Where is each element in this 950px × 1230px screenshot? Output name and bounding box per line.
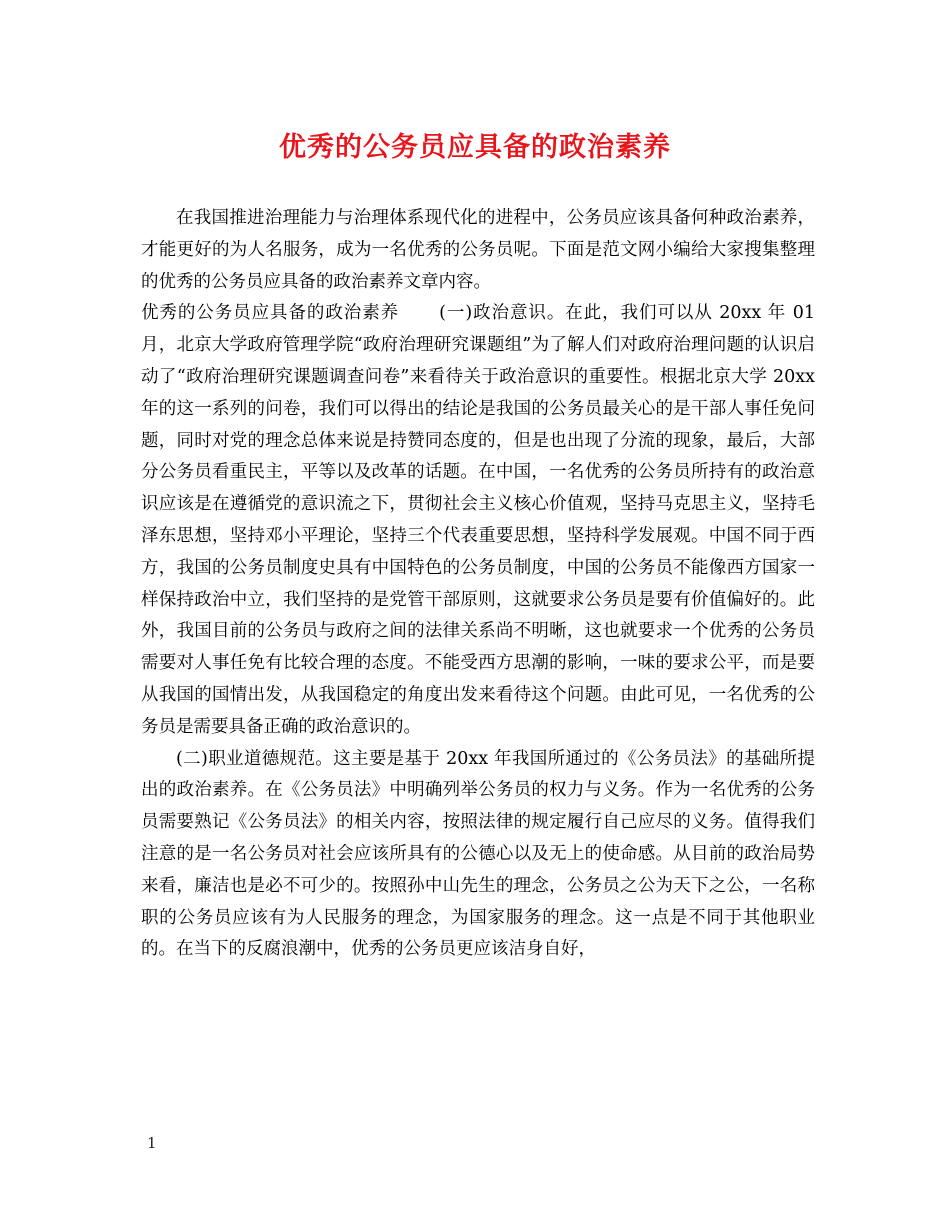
section-paragraph-2: (二)职业道德规范。这主要是基于 20xx 年我国所通过的《公务员法》的基础所提出的政治素养。在《公务员法》中明确列举公务员的权力与义务。作为一名优秀的公务员需要熟记《公务员法》的相关内容，按照法律的规定履行自己应尽的义务。值得我们注意的是一名公务员对社会应该所具有的公德心以及无上的使命感。从目前的政治局势来看，廉洁也是必不可少的。按照孙中山先生的理念，公务员之公为天下之公，一名称职的公务员应该有为人民服务的理念，为国家服务的理念。这一点是不同于其他职业的。在当下的反腐浪潮中，优秀的公务员更应该洁身自好， bbox=[141, 748, 815, 960]
paragraph-1-text: (一)政治意识。在此，我们可以从 20xx 年 01 月，北京大学政府管理学院“政府治理研究课题组”为了解人们对政府治理问题的认识启动了“政府治理研究课题调查问卷”来看待关于政治意识的重要性。根据北京大学 20xx 年的这一系列的问卷，我们可以得出的结论是我国的公务员最关心的是干部人事任免问题，同时对党的理念总体来说是持赞同态度的，但是也出现了分流的现象，最后，大部分公务员看重民主，平等以及改革的话题。在中国，一名优秀的公务员所持有的政治意识应该是在遵循党的意识流之下，贯彻社会主义核心价值观，坚持马克思主义，坚持毛泽东思想，坚持邓小平理论，坚持三个代表重要思想，坚持科学发展观。中国不同于西方，我国的公务员制度史具有中国特色的公务员制度，中国的公务员不能像西方国家一样保持政治中立，我们坚持的是党管干部原则，这就要求公务员是要有价值偏好的。此外，我国目前的公务员与政府之间的法律关系尚不明晰，这也就要求一个优秀的公务员需要对人事任免有比较合理的态度。不能受西方思潮的影响，一味的要求公平，而是要从我国的国情出发，从我国稳定的角度出发来看待这个问题。由此可见，一名优秀的公务员是需要具备正确的政治意识的。 bbox=[141, 303, 815, 737]
page-number: 1 bbox=[147, 1134, 157, 1152]
document-body bbox=[141, 203, 815, 966]
section-paragraph-1 bbox=[141, 298, 815, 743]
document-title: 优秀的公务员应具备的政治素养 bbox=[279, 132, 671, 163]
section-lead: 优秀的公务员应具备的政治素养 bbox=[141, 303, 400, 324]
intro-paragraph: 在我国推进治理能力与治理体系现代化的进程中，公务员应该具备何种政治素养，才能更好的为人名服务，成为一名优秀的公务员呢。下面是范文网小编给大家搜集整理的优秀的公务员应具备的政治素养文章内容。 bbox=[141, 208, 815, 292]
